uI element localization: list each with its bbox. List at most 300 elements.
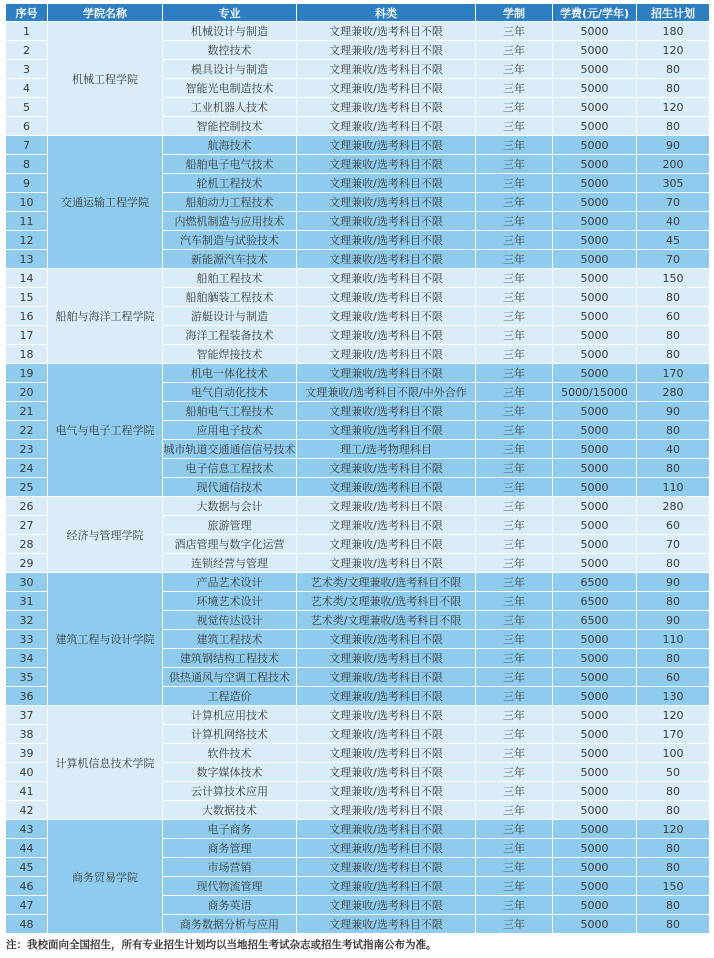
college-name: 商务贸易学院 [48,820,163,934]
subject-category: 艺术类/文理兼收/选考科目不限 [297,592,476,611]
subject-category: 文理兼收/选考科目不限 [297,402,476,421]
duration: 三年 [476,345,553,364]
tuition-fee: 5000 [553,250,637,269]
subject-category: 文理兼收/选考科目不限 [297,459,476,478]
table-row [6,497,710,516]
subject-category: 文理兼收/选考科目不限 [297,763,476,782]
subject-category: 文理兼收/选考科目不限 [297,630,476,649]
subject-category: 文理兼收/选考科目不限 [297,98,476,117]
duration: 三年 [476,402,553,421]
subject-category: 文理兼收/选考科目不限 [297,915,476,934]
tuition-fee: 5000 [553,478,637,497]
major-name: 产品艺术设计 [163,573,297,592]
enrollment-plan: 80 [637,421,710,440]
major-name: 商务管理 [163,839,297,858]
tuition-fee: 5000 [553,117,637,136]
tuition-fee: 5000 [553,22,637,41]
major-name: 现代物流管理 [163,877,297,896]
row-number: 5 [6,98,48,117]
enrollment-plan: 80 [637,554,710,573]
duration: 三年 [476,250,553,269]
major-name: 内燃机制造与应用技术 [163,212,297,231]
tuition-fee: 5000 [553,421,637,440]
subject-category: 艺术类/文理兼收/选考科目不限 [297,611,476,630]
subject-category: 文理兼收/选考科目不限 [297,535,476,554]
subject-category: 文理兼收/选考科目不限 [297,516,476,535]
table-row [6,136,710,155]
enrollment-plan: 110 [637,630,710,649]
subject-category: 文理兼收/选考科目不限 [297,706,476,725]
subject-category: 文理兼收/选考科目不限 [297,345,476,364]
subject-category: 文理兼收/选考科目不限 [297,421,476,440]
major-name: 商务英语 [163,896,297,915]
enrollment-plan: 70 [637,535,710,554]
subject-category: 文理兼收/选考科目不限 [297,668,476,687]
tuition-fee: 5000 [553,801,637,820]
enrollment-plan: 40 [637,212,710,231]
row-number: 47 [6,896,48,915]
duration: 三年 [476,22,553,41]
row-number: 33 [6,630,48,649]
tuition-fee: 5000 [553,326,637,345]
major-name: 船舶工程技术 [163,269,297,288]
enrollment-plan: 100 [637,744,710,763]
duration: 三年 [476,193,553,212]
college-group [6,269,710,364]
enrollment-plan: 90 [637,136,710,155]
tuition-fee: 5000 [553,155,637,174]
row-number: 41 [6,782,48,801]
duration: 三年 [476,155,553,174]
row-number: 21 [6,402,48,421]
subject-category: 文理兼收/选考科目不限 [297,117,476,136]
duration: 三年 [476,269,553,288]
subject-category: 文理兼收/选考科目不限 [297,877,476,896]
table-row [6,364,710,383]
enrollment-plan: 180 [637,22,710,41]
college-group [6,136,710,269]
row-number: 20 [6,383,48,402]
subject-category: 文理兼收/选考科目不限 [297,858,476,877]
duration: 三年 [476,41,553,60]
subject-category: 文理兼收/选考科目不限 [297,155,476,174]
tuition-fee: 5000 [553,60,637,79]
subject-category: 文理兼收/选考科目不限 [297,288,476,307]
college-group [6,706,710,820]
header-plan: 招生计划 [637,4,710,22]
major-name: 建筑工程技术 [163,630,297,649]
major-name: 新能源汽车技术 [163,250,297,269]
major-name: 船舶舾装工程技术 [163,288,297,307]
tuition-fee: 5000 [553,535,637,554]
footnote: 注：我校面向全国招生，所有专业招生计划均以当地招生考试杂志或招生考试指南公布为准。 [6,939,437,951]
subject-category: 文理兼收/选考科目不限 [297,41,476,60]
tuition-fee: 5000 [553,307,637,326]
row-number: 44 [6,839,48,858]
subject-category: 文理兼收/选考科目不限 [297,231,476,250]
tuition-fee: 5000 [553,858,637,877]
major-name: 船舶动力工程技术 [163,193,297,212]
enrollment-plan: 60 [637,307,710,326]
enrollment-plan: 280 [637,497,710,516]
duration: 三年 [476,573,553,592]
major-name: 视觉传达设计 [163,611,297,630]
college-name: 船舶与海洋工程学院 [48,269,163,364]
tuition-fee: 5000 [553,364,637,383]
college-name: 交通运输工程学院 [48,136,163,269]
major-name: 建筑钢结构工程技术 [163,649,297,668]
row-number: 17 [6,326,48,345]
tuition-fee: 5000/15000 [553,383,637,402]
header-no: 序号 [6,4,48,22]
enrollment-plan: 50 [637,763,710,782]
enrollment-plan: 305 [637,174,710,193]
major-name: 数字媒体技术 [163,763,297,782]
enrollment-plan: 80 [637,915,710,934]
row-number: 32 [6,611,48,630]
enrollment-plan: 80 [637,288,710,307]
major-name: 智能控制技术 [163,117,297,136]
table-row [6,22,710,41]
college-group [6,497,710,573]
row-number: 19 [6,364,48,383]
row-number: 7 [6,136,48,155]
row-number: 29 [6,554,48,573]
tuition-fee: 5000 [553,630,637,649]
duration: 三年 [476,554,553,573]
major-name: 电气自动化技术 [163,383,297,402]
major-name: 汽车制造与试验技术 [163,231,297,250]
row-number: 36 [6,687,48,706]
row-number: 45 [6,858,48,877]
tuition-fee: 6500 [553,573,637,592]
subject-category: 文理兼收/选考科目不限 [297,174,476,193]
duration: 三年 [476,877,553,896]
row-number: 8 [6,155,48,174]
header-college: 学院名称 [48,4,163,22]
subject-category: 文理兼收/选考科目不限 [297,22,476,41]
row-number: 30 [6,573,48,592]
duration: 三年 [476,212,553,231]
major-name: 连锁经营与管理 [163,554,297,573]
enrollment-plan: 80 [637,858,710,877]
college-name: 电气与电子工程学院 [48,364,163,497]
tuition-fee: 5000 [553,459,637,478]
major-name: 航海技术 [163,136,297,155]
row-number: 26 [6,497,48,516]
row-number: 18 [6,345,48,364]
major-name: 工程造价 [163,687,297,706]
college-group [6,573,710,706]
duration: 三年 [476,364,553,383]
enrollment-plan: 80 [637,60,710,79]
duration: 三年 [476,136,553,155]
row-number: 23 [6,440,48,459]
row-number: 38 [6,725,48,744]
tuition-fee: 5000 [553,915,637,934]
college-group [6,22,710,136]
duration: 三年 [476,744,553,763]
enrollment-plan: 80 [637,345,710,364]
enrollment-plan: 60 [637,516,710,535]
enrollment-plan: 70 [637,193,710,212]
header-major: 专业 [163,4,297,22]
duration: 三年 [476,231,553,250]
duration: 三年 [476,307,553,326]
row-number: 14 [6,269,48,288]
major-name: 计算机网络技术 [163,725,297,744]
duration: 三年 [476,896,553,915]
enrollment-plan: 170 [637,364,710,383]
subject-category: 文理兼收/选考科目不限 [297,839,476,858]
subject-category: 文理兼收/选考科目不限 [297,649,476,668]
subject-category: 文理兼收/选考科目不限 [297,725,476,744]
subject-category: 艺术类/文理兼收/选考科目不限 [297,573,476,592]
row-number: 2 [6,41,48,60]
enrollment-plan: 80 [637,649,710,668]
enrollment-plan: 170 [637,725,710,744]
subject-category: 文理兼收/选考科目不限/中外合作 [297,383,476,402]
row-number: 28 [6,535,48,554]
major-name: 大数据技术 [163,801,297,820]
duration: 三年 [476,725,553,744]
duration: 三年 [476,79,553,98]
enrollment-plan: 90 [637,402,710,421]
major-name: 市场营销 [163,858,297,877]
tuition-fee: 5000 [553,763,637,782]
subject-category: 文理兼收/选考科目不限 [297,79,476,98]
major-name: 机械设计与制造 [163,22,297,41]
duration: 三年 [476,801,553,820]
subject-category: 文理兼收/选考科目不限 [297,193,476,212]
tuition-fee: 5000 [553,193,637,212]
major-name: 轮机工程技术 [163,174,297,193]
row-number: 24 [6,459,48,478]
header-row [6,4,710,22]
row-number: 9 [6,174,48,193]
row-number: 43 [6,820,48,839]
duration: 三年 [476,516,553,535]
row-number: 40 [6,763,48,782]
table-row [6,820,710,839]
duration: 三年 [476,478,553,497]
row-number: 46 [6,877,48,896]
enrollment-plan: 80 [637,839,710,858]
tuition-fee: 5000 [553,744,637,763]
major-name: 酒店管理与数字化运营 [163,535,297,554]
major-name: 船舶电子电气技术 [163,155,297,174]
enrollment-plan: 80 [637,117,710,136]
subject-category: 文理兼收/选考科目不限 [297,896,476,915]
enrollment-plan: 80 [637,326,710,345]
duration: 三年 [476,820,553,839]
duration: 三年 [476,288,553,307]
college-group [6,820,710,934]
row-number: 15 [6,288,48,307]
college-name: 经济与管理学院 [48,497,163,573]
table-row [6,269,710,288]
subject-category: 文理兼收/选考科目不限 [297,212,476,231]
major-name: 环境艺术设计 [163,592,297,611]
duration: 三年 [476,117,553,136]
row-number: 34 [6,649,48,668]
tuition-fee: 5000 [553,839,637,858]
subject-category: 文理兼收/选考科目不限 [297,326,476,345]
duration: 三年 [476,326,553,345]
subject-category: 文理兼收/选考科目不限 [297,269,476,288]
duration: 三年 [476,915,553,934]
row-number: 16 [6,307,48,326]
enrollment-plan: 80 [637,79,710,98]
duration: 三年 [476,421,553,440]
tuition-fee: 5000 [553,402,637,421]
duration: 三年 [476,706,553,725]
enrollment-plan: 70 [637,250,710,269]
enrollment-plan: 150 [637,269,710,288]
duration: 三年 [476,60,553,79]
row-number: 31 [6,592,48,611]
major-name: 现代通信技术 [163,478,297,497]
major-name: 云计算技术应用 [163,782,297,801]
major-name: 商务数据分析与应用 [163,915,297,934]
tuition-fee: 5000 [553,649,637,668]
enrollment-plan: 280 [637,383,710,402]
duration: 三年 [476,174,553,193]
subject-category: 文理兼收/选考科目不限 [297,554,476,573]
subject-category: 文理兼收/选考科目不限 [297,801,476,820]
duration: 三年 [476,782,553,801]
enrollment-plan: 120 [637,41,710,60]
duration: 三年 [476,497,553,516]
duration: 三年 [476,611,553,630]
row-number: 39 [6,744,48,763]
enrollment-plan: 120 [637,706,710,725]
row-number: 35 [6,668,48,687]
duration: 三年 [476,98,553,117]
tuition-fee: 5000 [553,288,637,307]
row-number: 4 [6,79,48,98]
subject-category: 文理兼收/选考科目不限 [297,497,476,516]
college-name: 计算机信息技术学院 [48,706,163,820]
duration: 三年 [476,839,553,858]
row-number: 3 [6,60,48,79]
header-subject: 科类 [297,4,476,22]
college-name: 机械工程学院 [48,22,163,136]
tuition-fee: 5000 [553,98,637,117]
subject-category: 文理兼收/选考科目不限 [297,782,476,801]
subject-category: 理工/选考物理科目 [297,440,476,459]
subject-category: 文理兼收/选考科目不限 [297,478,476,497]
tuition-fee: 5000 [553,41,637,60]
tuition-fee: 5000 [553,269,637,288]
enrollment-plan: 90 [637,611,710,630]
duration: 三年 [476,630,553,649]
major-name: 旅游管理 [163,516,297,535]
table-header [6,4,710,22]
tuition-fee: 5000 [553,668,637,687]
major-name: 应用电子技术 [163,421,297,440]
row-number: 48 [6,915,48,934]
subject-category: 文理兼收/选考科目不限 [297,60,476,79]
tuition-fee: 6500 [553,592,637,611]
tuition-fee: 5000 [553,782,637,801]
enrollment-plan: 80 [637,896,710,915]
tuition-fee: 5000 [553,174,637,193]
tuition-fee: 5000 [553,440,637,459]
duration: 三年 [476,459,553,478]
tuition-fee: 5000 [553,345,637,364]
duration: 三年 [476,763,553,782]
enrollment-plan: 80 [637,782,710,801]
table-row [6,706,710,725]
college-name: 建筑工程与设计学院 [48,573,163,706]
enrollment-plan: 120 [637,820,710,839]
enrollment-plan: 80 [637,801,710,820]
duration: 三年 [476,383,553,402]
tuition-fee: 5000 [553,820,637,839]
enrollment-plan: 200 [637,155,710,174]
enrollment-plan: 80 [637,459,710,478]
duration: 三年 [476,440,553,459]
major-name: 模具设计与制造 [163,60,297,79]
major-name: 游艇设计与制造 [163,307,297,326]
duration: 三年 [476,592,553,611]
subject-category: 文理兼收/选考科目不限 [297,250,476,269]
row-number: 6 [6,117,48,136]
enrollment-plan: 45 [637,231,710,250]
row-number: 22 [6,421,48,440]
header-fee: 学费(元/学年) [553,4,637,22]
duration: 三年 [476,668,553,687]
tuition-fee: 5000 [553,687,637,706]
enrollment-plan: 120 [637,98,710,117]
major-name: 海洋工程装备技术 [163,326,297,345]
major-name: 城市轨道交通通信信号技术 [163,440,297,459]
header-duration: 学制 [476,4,553,22]
enrollment-plan: 110 [637,478,710,497]
duration: 三年 [476,858,553,877]
table-row [6,573,710,592]
duration: 三年 [476,649,553,668]
enrollment-plan: 40 [637,440,710,459]
tuition-fee: 5000 [553,877,637,896]
tuition-fee: 5000 [553,212,637,231]
row-number: 42 [6,801,48,820]
row-number: 37 [6,706,48,725]
major-name: 船舶电气工程技术 [163,402,297,421]
tuition-fee: 5000 [553,554,637,573]
tuition-fee: 5000 [553,706,637,725]
subject-category: 文理兼收/选考科目不限 [297,820,476,839]
enrollment-plan: 80 [637,592,710,611]
subject-category: 文理兼收/选考科目不限 [297,307,476,326]
row-number: 25 [6,478,48,497]
major-name: 智能焊接技术 [163,345,297,364]
subject-category: 文理兼收/选考科目不限 [297,744,476,763]
tuition-fee: 5000 [553,497,637,516]
major-name: 电子信息工程技术 [163,459,297,478]
major-name: 大数据与会计 [163,497,297,516]
major-name: 计算机应用技术 [163,706,297,725]
row-number: 1 [6,22,48,41]
tuition-fee: 5000 [553,231,637,250]
duration: 三年 [476,535,553,554]
row-number: 27 [6,516,48,535]
row-number: 13 [6,250,48,269]
enrollment-plan: 90 [637,573,710,592]
tuition-fee: 5000 [553,136,637,155]
tuition-fee: 5000 [553,79,637,98]
